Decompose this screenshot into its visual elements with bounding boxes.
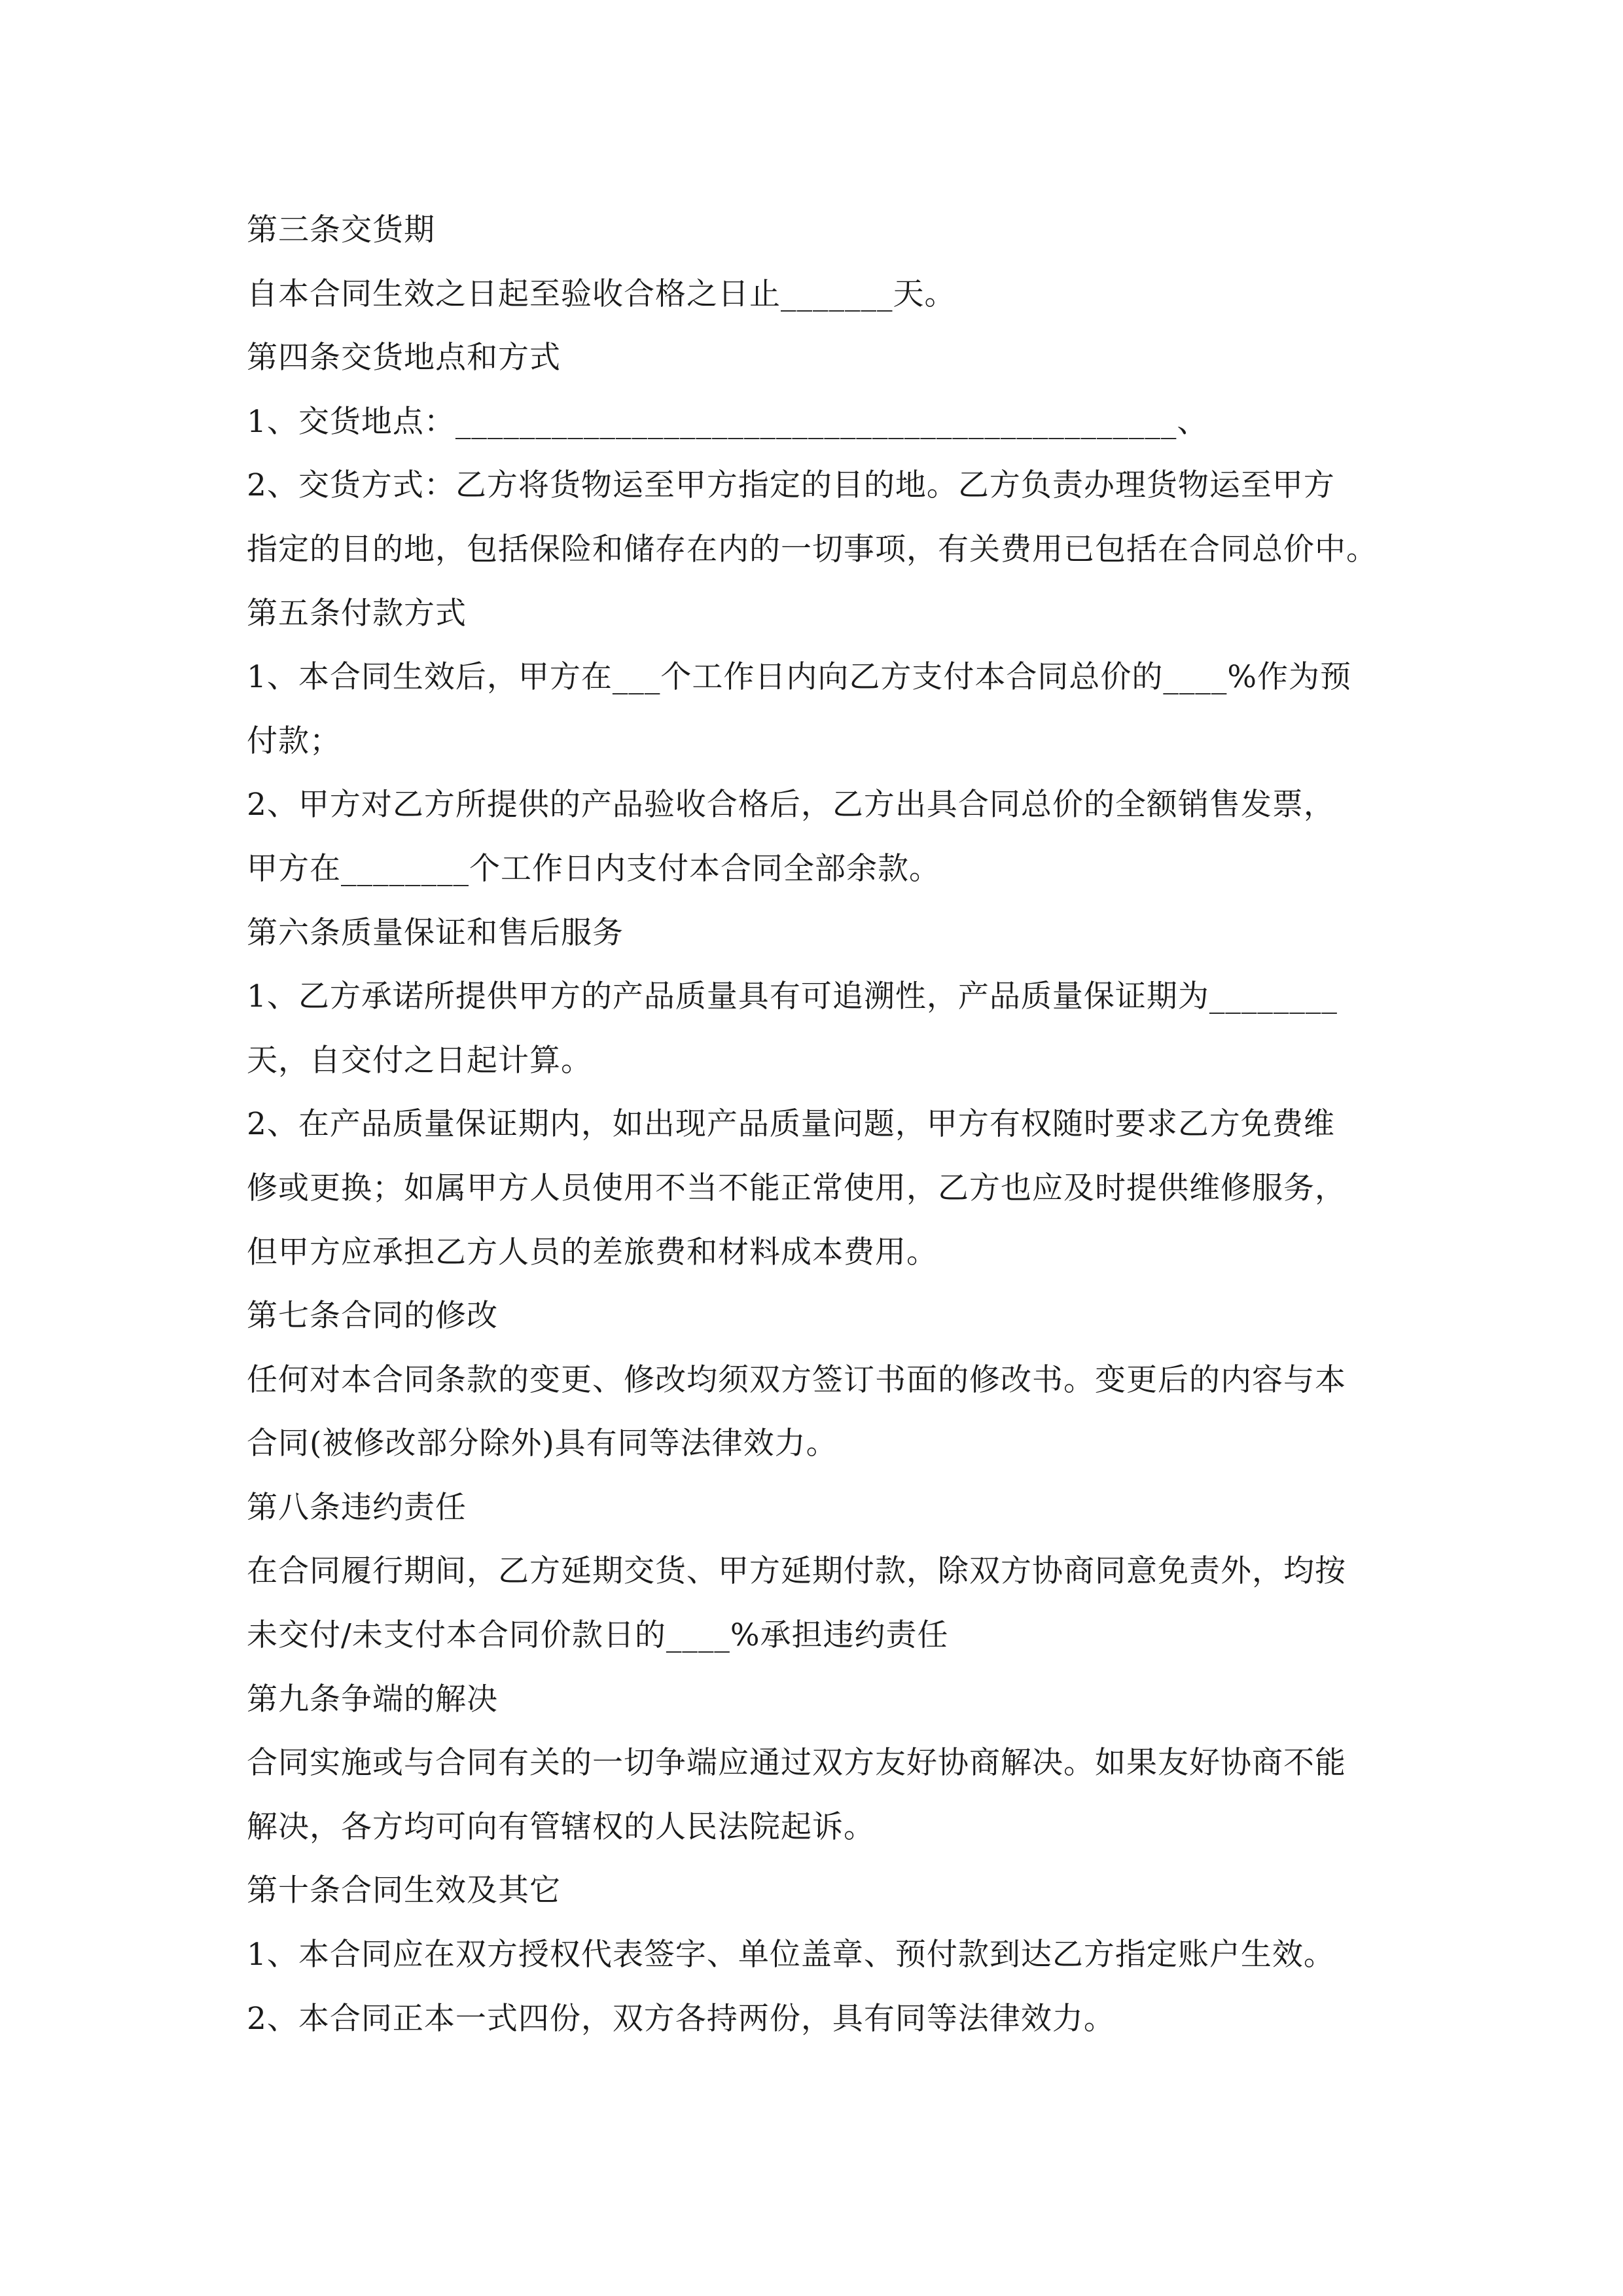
- paragraph-line: 修或更换；如属甲方人员使用不当不能正常使用，乙方也应及时提供维修服务，: [247, 1170, 1346, 1206]
- paragraph-line: 2、本合同正本一式四份，双方各持两份，具有同等法律效力。: [247, 2000, 1115, 2037]
- paragraph-line: 1、交货地点：_____________________________________________、: [247, 403, 1209, 440]
- heading-article-4: 第四条交货地点和方式: [247, 340, 561, 376]
- paragraph-line: 付款；: [247, 723, 341, 759]
- paragraph-line: 2、甲方对乙方所提供的产品验收合格后，乙方出具合同总价的全额销售发票，: [247, 787, 1335, 823]
- paragraph-line: 合同(被修改部分除外)具有同等法律效力。: [247, 1426, 838, 1462]
- paragraph-line: 解决，各方均可向有管辖权的人民法院起诉。: [247, 1808, 875, 1845]
- paragraph-line: 任何对本合同条款的变更、修改均须双方签订书面的修改书。变更后的内容与本: [247, 1361, 1346, 1398]
- heading-article-7: 第七条合同的修改: [247, 1298, 498, 1335]
- paragraph-line: 1、本合同生效后，甲方在___个工作日内向乙方支付本合同总价的____%作为预: [247, 659, 1352, 696]
- paragraph-line: 未交付/未支付本合同价款日的____%承担违约责任: [247, 1617, 949, 1654]
- paragraph-line: 甲方在________个工作日内支付本合同全部余款。: [247, 850, 940, 887]
- paragraph-line: 在合同履行期间，乙方延期交货、甲方延期付款，除双方协商同意免责外，均按: [247, 1553, 1346, 1590]
- paragraph-line: 2、在产品质量保证期内，如出现产品质量问题，甲方有权随时要求乙方免费维: [247, 1106, 1335, 1143]
- heading-article-8: 第八条违约责任: [247, 1489, 467, 1526]
- heading-article-10: 第十条合同生效及其它: [247, 1873, 561, 1909]
- contract-body: [247, 198, 1379, 2051]
- heading-article-6: 第六条质量保证和售后服务: [247, 914, 624, 951]
- paragraph-line: 但甲方应承担乙方人员的差旅费和材料成本费用。: [247, 1234, 938, 1270]
- paragraph-line: 2、交货方式：乙方将货物运至甲方指定的目的地。乙方负责办理货物运至甲方: [247, 467, 1335, 504]
- paragraph-line: 合同实施或与合同有关的一切争端应通过双方友好协商解决。如果友好协商不能: [247, 1745, 1346, 1782]
- paragraph-line: 1、本合同应在双方授权代表签字、单位盖章、预付款到达乙方指定账户生效。: [247, 1937, 1335, 1973]
- heading-article-5: 第五条付款方式: [247, 595, 467, 632]
- heading-article-3: 第三条交货期: [247, 212, 435, 248]
- paragraph-line: 天，自交付之日起计算。: [247, 1042, 592, 1079]
- paragraph-line: 自本合同生效之日起至验收合格之日止_______天。: [247, 276, 956, 312]
- heading-article-9: 第九条争端的解决: [247, 1681, 498, 1717]
- paragraph-line: 1、乙方承诺所提供甲方的产品质量具有可追溯性，产品质量保证期为________: [247, 978, 1338, 1015]
- paragraph-line: 指定的目的地，包括保险和储存在内的一切事项，有关费用已包括在合同总价中。: [247, 531, 1378, 567]
